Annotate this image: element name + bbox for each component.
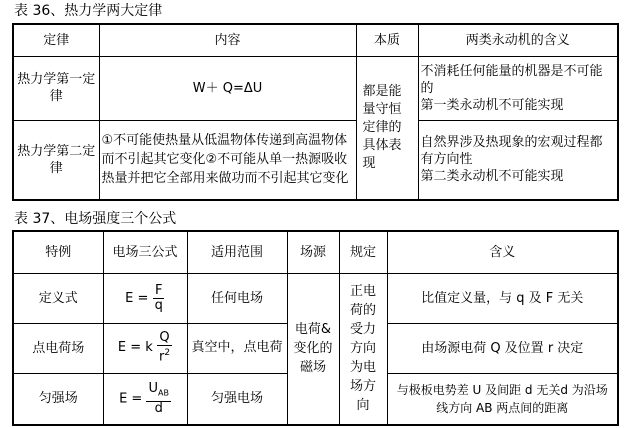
- denominator-base: r: [158, 349, 165, 365]
- header-law: 定律: [13, 24, 99, 56]
- header-case: 特例: [13, 231, 103, 273]
- point-charge-formula: [103, 323, 187, 373]
- uniform-field-meaning: 与极板电势差 U 及间距 d 无关d 为沿场线方向 AB 两点间的距离: [387, 373, 618, 425]
- header-essence: 本质: [356, 24, 418, 56]
- definition-formula-lhs: E =: [125, 290, 149, 306]
- uniform-field-formula-lhs: E =: [119, 391, 143, 407]
- header-source: 场源: [287, 231, 339, 273]
- first-law-meaning-line1: 不消耗任何能量的机器是不可能的: [420, 63, 603, 96]
- point-charge-case: 点电荷场: [13, 323, 103, 373]
- header-rule: 规定: [339, 231, 387, 273]
- uniform-field-formula-fraction: [146, 382, 170, 416]
- point-charge-formula-fraction: [157, 331, 172, 364]
- table37-caption: 表 37、电场强度三个公式: [14, 211, 177, 227]
- second-law-meaning-line2: 第二类永动机不可能实现: [420, 169, 564, 185]
- first-law-content: W＋ Q=ΔU: [99, 56, 356, 120]
- definition-formula-fraction: [153, 284, 165, 313]
- fraction-denominator: q: [154, 297, 163, 313]
- point-charge-formula-lhs: E = k: [117, 340, 153, 356]
- header-content: 内容: [99, 24, 356, 56]
- thermodynamics-laws-table: [12, 23, 619, 201]
- second-law-meaning: [418, 120, 618, 200]
- essence-cell: 都是能量守恒定律的具体表现: [356, 56, 418, 200]
- header-meaning: 含义: [387, 231, 618, 273]
- second-law-name: 热力学第二定律: [13, 120, 99, 200]
- uniform-field-scope: 匀强电场: [187, 373, 287, 425]
- fraction-denominator: d: [154, 400, 163, 416]
- first-law-meaning-line2: 第一类永动机不可能实现: [420, 97, 564, 113]
- header-scope: 适用范围: [187, 231, 287, 273]
- point-charge-meaning: 由场源电荷 Q 及位置 r 决定: [387, 323, 618, 373]
- table36-caption: 表 36、热力学两大定律: [14, 3, 163, 19]
- definition-formula: [103, 273, 187, 323]
- uniform-field-formula: [103, 373, 187, 425]
- denominator-exponent: 2: [164, 348, 171, 359]
- first-law-meaning: [418, 56, 618, 120]
- field-source-cell: 电荷&变化的磁场: [287, 273, 339, 425]
- fraction-numerator: F: [154, 282, 163, 298]
- numerator-symbol: U: [148, 380, 158, 396]
- fraction-numerator: Q: [159, 330, 170, 346]
- point-charge-scope: 真空中，点电荷: [187, 323, 287, 373]
- numerator-subscript: AB: [157, 388, 169, 398]
- second-law-meaning-line1: 自然界涉及热现象的宏观过程都有方向性: [420, 135, 603, 168]
- electric-field-formulas-table: [12, 230, 619, 426]
- fraction-numerator: [146, 382, 170, 402]
- first-law-name: 热力学第一定律: [13, 56, 99, 120]
- header-perpetual-motion: 两类永动机的含义: [418, 24, 618, 56]
- fraction-denominator: [157, 346, 172, 364]
- definition-case: 定义式: [13, 273, 103, 323]
- definition-scope: 任何电场: [187, 273, 287, 323]
- direction-rule-cell: 正电荷的受力方向为电场方向: [339, 273, 387, 425]
- header-formula: 电场三公式: [103, 231, 187, 273]
- definition-meaning: 比值定义量，与 q 及 F 无关: [387, 273, 618, 323]
- second-law-content: ①不可能使热量从低温物体传递到高温物体而不引起其它变化②不可能从单一热源吸收热量并把它全部用来做功而不引起其它变化: [99, 120, 356, 200]
- uniform-field-case: 匀强场: [13, 373, 103, 425]
